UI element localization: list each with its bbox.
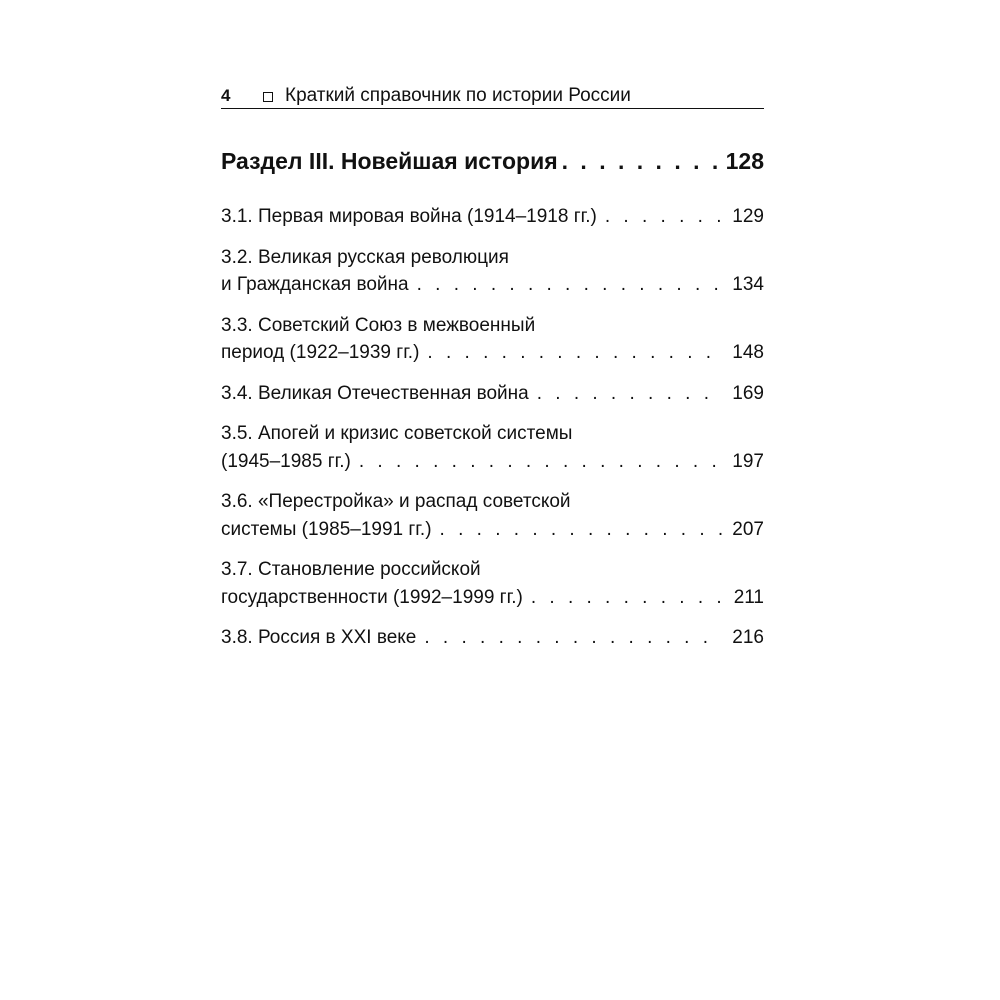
toc-entry[interactable]: [221, 420, 764, 475]
dot-leader: [424, 624, 722, 652]
dot-leader: [417, 271, 722, 299]
toc-entry-title-line2: системы (1985–1991 гг.): [221, 518, 432, 540]
toc-entry-page: 148: [732, 342, 764, 363]
toc-entry-page: 207: [732, 518, 764, 540]
toc-entry-line: [221, 516, 764, 544]
toc-entry-title-line2: и Гражданская война: [221, 274, 409, 295]
toc-entry-title: 3.1. Первая мировая война (1914–1918 гг.): [221, 206, 597, 227]
toc-entry[interactable]: [221, 380, 764, 408]
toc-entry[interactable]: [221, 624, 764, 652]
toc-entry-line: [221, 339, 764, 367]
toc-entry-page: 129: [732, 206, 764, 227]
toc-entry[interactable]: [221, 556, 764, 611]
toc-entry-title: 3.4. Великая Отечественная война: [221, 382, 529, 404]
section-title: Раздел III. Новейшая история: [221, 148, 558, 174]
running-header: [221, 84, 764, 109]
toc-entry-page: 134: [732, 274, 764, 295]
running-header-title: Краткий справочник по истории России: [285, 85, 631, 106]
toc-entry-title: 3.8. Россия в XXI веке: [221, 627, 417, 648]
dot-leader: [531, 584, 722, 612]
dot-leader: [359, 448, 722, 476]
toc-entry[interactable]: [221, 203, 764, 231]
dot-leader: [562, 146, 724, 176]
toc-entry-title-line1: 3.5. Апогей и кризис советской системы: [221, 423, 573, 444]
toc-entry-page: 211: [733, 586, 764, 608]
toc-entry-title-line1: 3.2. Великая русская революция: [221, 246, 509, 268]
section-page-number: 128: [725, 148, 764, 174]
toc-entry-line: [221, 624, 764, 652]
dot-leader: [537, 380, 722, 408]
dot-leader: [440, 516, 722, 544]
toc-entry-line: [221, 203, 764, 231]
toc-entry-title-line1: 3.6. «Перестройка» и распад советской: [221, 491, 571, 512]
toc-entry-line: [221, 448, 764, 476]
page-number: 4: [221, 86, 231, 105]
toc-entry-line: [221, 380, 764, 408]
toc-entry-line: [221, 271, 764, 299]
toc-entry-title-line2: период (1922–1939 гг.): [221, 342, 420, 363]
toc-entry-page: 197: [732, 450, 764, 472]
dot-leader: [605, 203, 722, 231]
toc-entry-page: 216: [732, 627, 764, 648]
dot-leader: [427, 339, 722, 367]
toc-entry-title-line1: 3.7. Становление российской: [221, 559, 481, 580]
section-heading[interactable]: [221, 146, 764, 176]
toc-entry-title-line2: государственности (1992–1999 гг.): [221, 586, 523, 608]
toc-entry-title-line2: (1945–1985 гг.): [221, 450, 351, 472]
hollow-square-icon: [263, 92, 273, 102]
toc-entry-page: 169: [732, 382, 764, 404]
toc-entry[interactable]: [221, 312, 764, 367]
toc-entry[interactable]: [221, 244, 764, 299]
toc-entry-line: [221, 584, 764, 612]
toc-entry[interactable]: [221, 488, 764, 543]
table-of-contents: [221, 203, 764, 665]
toc-entry-title-line1: 3.3. Советский Союз в межвоенный: [221, 314, 536, 336]
